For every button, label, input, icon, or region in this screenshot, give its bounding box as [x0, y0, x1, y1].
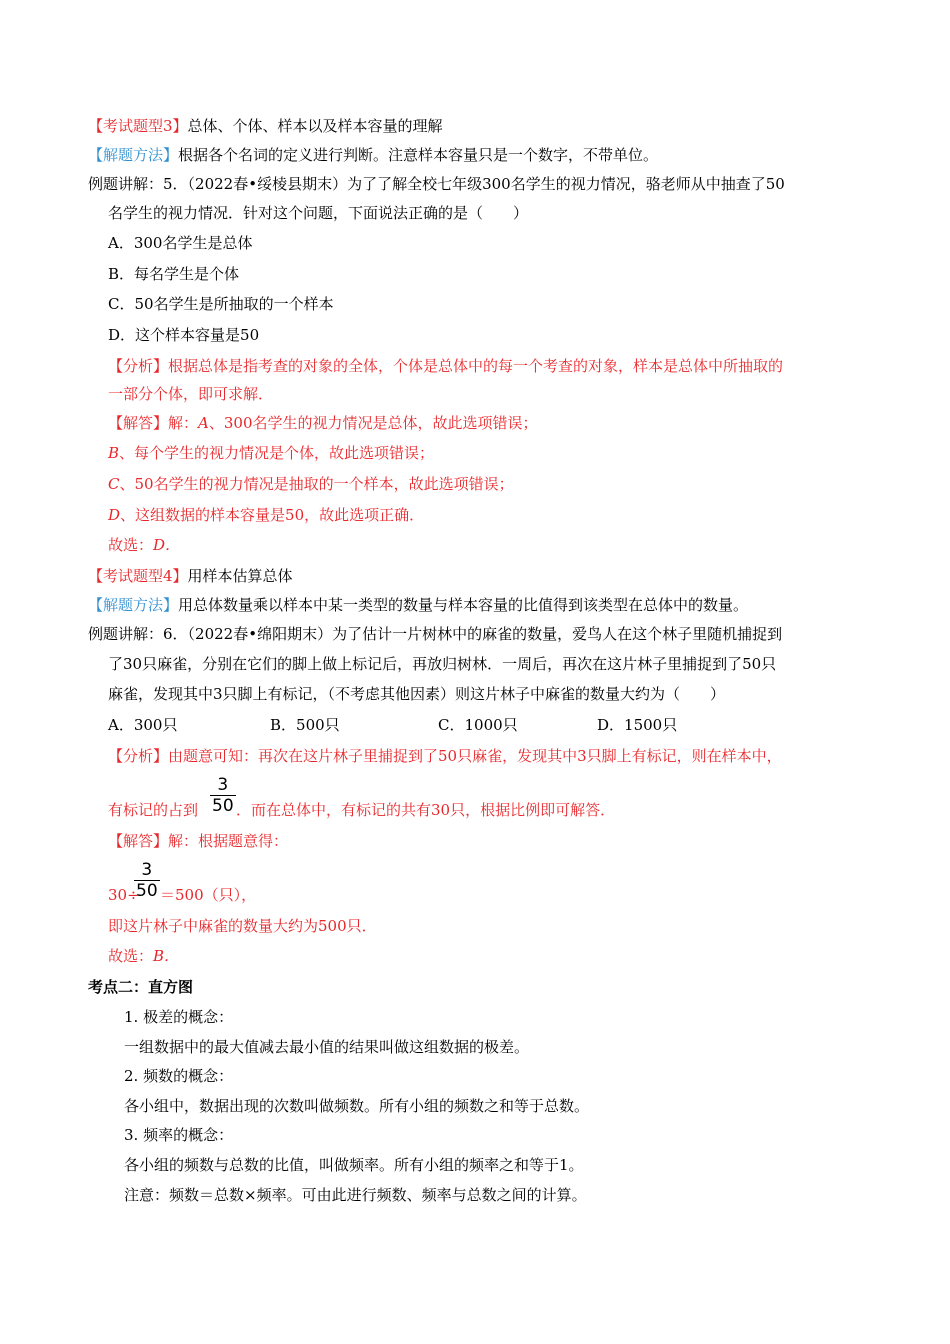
- type4-title: 用样本估算总体: [187, 567, 293, 585]
- ex5-choice-value: D．: [153, 536, 181, 554]
- ex5-analysis-tag: 【分析】: [108, 357, 169, 375]
- fraction-numerator: 3: [210, 775, 236, 796]
- section2-p1-title: 1. 极差的概念：: [124, 1008, 234, 1026]
- ex5-answer-b-text: 、每个学生的视力情况是个体，故此选项错误；: [119, 444, 435, 462]
- ex6-calc-pre: 30÷: [108, 886, 140, 904]
- ex5-choice-label: 故选：: [108, 536, 154, 554]
- ex6-choice-label: 故选：: [108, 947, 154, 965]
- ex5-answer-line-a: [108, 413, 538, 433]
- ex6-analysis-text: 由题意可知：再次在这片林子里捕捉到了50只麻雀，发现其中3只脚上有标记，则在样本中，: [168, 747, 782, 765]
- ex5-answer-c-letter: C: [108, 475, 120, 493]
- ex5-question-line1: 例题讲解：5．（2022春•绥棱县期末）为了了解全校七年级300名学生的视力情况，骆老师从中抽查了50: [88, 175, 785, 193]
- ex6-analysis-line2-post: ．而在总体中，有标记的共有30只，根据比例即可解答．: [236, 801, 616, 819]
- section2-p2-text: 各小组中，数据出现的次数叫做频数。所有小组的频数之和等于总数。: [124, 1097, 590, 1115]
- ex5-option-c: C．50名学生是所抽取的一个样本: [108, 295, 334, 313]
- section2-p1-text: 一组数据中的最大值减去最小值的结果叫做这组数据的极差。: [124, 1038, 530, 1056]
- method4-tag: 【解题方法】: [88, 596, 179, 614]
- section2-note: 注意：频数＝总数×频率。可由此进行频数、频率与总数之间的计算。: [124, 1186, 587, 1204]
- fraction-denominator: 50: [136, 881, 158, 901]
- ex5-question-line2: 名学生的视力情况．针对这个问题，下面说法正确的是（ ）: [108, 204, 529, 222]
- ex5-option-b: B．每名学生是个体: [108, 265, 240, 283]
- ex6-option-a: A．300只: [108, 716, 178, 734]
- ex5-answer-a-letter: A: [198, 414, 209, 432]
- ex6-conclusion: 即这片林子中麻雀的数量大约为500只．: [108, 917, 377, 935]
- ex5-answer-c-text: 、50名学生的视力情况是抽取的一个样本，故此选项错误；: [119, 475, 514, 493]
- fraction-denominator: 50: [212, 796, 234, 816]
- ex5-analysis-line2: 一部分个体，即可求解．: [108, 385, 274, 403]
- section2-p3-text: 各小组的频数与总数的比值，叫做频率。所有小组的频率之和等于1。: [124, 1156, 584, 1174]
- ex5-analysis-line1: [108, 356, 783, 376]
- ex6-answer-tag: 【解答】: [108, 832, 169, 850]
- ex6-analysis-line2-pre: 有标记的占到: [108, 801, 199, 819]
- ex6-answer-line: [108, 831, 288, 851]
- ex6-calc-post: ＝500（只），: [160, 886, 257, 904]
- method4-line: [88, 595, 748, 615]
- type3-title: 总体、个体、样本以及样本容量的理解: [187, 117, 443, 135]
- ex5-answer-a-text: 、300名学生的视力情况是总体，故此选项错误；: [208, 414, 538, 432]
- method3-line: [88, 145, 658, 165]
- section2-p2-title: 2. 频数的概念：: [124, 1067, 234, 1085]
- ex5-answer-tag: 【解答】: [108, 414, 169, 432]
- type4-tag: 【考试题型4】: [88, 567, 188, 585]
- section2-p3-title: 3. 频率的概念：: [124, 1126, 234, 1144]
- ex5-answer-line-b: [108, 443, 434, 463]
- method4-text: 用总体数量乘以样本中某一类型的数量与样本容量的比值得到该类型在总体中的数量。: [178, 596, 749, 614]
- ex5-analysis-text: 根据总体是指考查的对象的全体，个体是总体中的每一个考查的对象，样本是总体中所抽取的: [168, 357, 784, 375]
- ex5-answer-line-d: [108, 505, 424, 525]
- ex6-option-d: D．1500只: [597, 716, 678, 734]
- fraction-3-over-50: [210, 775, 236, 816]
- ex5-choice-line: [108, 535, 180, 555]
- ex6-option-b: B．500只: [270, 716, 340, 734]
- ex6-answer-prefix: 解：根据题意得：: [168, 832, 289, 850]
- ex6-question-line1: 例题讲解：6．（2022春•绵阳期末）为了估计一片树林中的麻雀的数量，爱鸟人在这个林子里随机捕捉到: [88, 625, 783, 643]
- ex5-answer-b-letter: B: [108, 444, 120, 462]
- ex6-question-line3: 麻雀，发现其中3只脚上有标记，（不考虑其他因素）则这片林子中麻雀的数量大约为（ ）: [108, 685, 726, 703]
- ex6-choice-value: B．: [153, 947, 180, 965]
- ex6-question-line2: 了30只麻雀，分别在它们的脚上做上标记后，再放归树林．一周后，再次在这片林子里捕捉到了50只: [108, 655, 777, 673]
- ex5-answer-d-letter: D: [108, 506, 121, 524]
- fraction-numerator: 3: [134, 860, 160, 881]
- type4-heading: [88, 566, 293, 586]
- type3-tag: 【考试题型3】: [88, 117, 188, 135]
- ex5-option-d: D．这个样本容量是50: [108, 326, 260, 344]
- section2-heading: 考点二：直方图: [88, 978, 194, 996]
- ex6-choice-line: [108, 946, 179, 966]
- method3-tag: 【解题方法】: [88, 146, 179, 164]
- method3-text: 根据各个名词的定义进行判断。注意样本容量只是一个数字，不带单位。: [178, 146, 659, 164]
- ex6-analysis-tag: 【分析】: [108, 747, 169, 765]
- ex5-answer-line-c: [108, 474, 514, 494]
- type3-heading: [88, 116, 443, 136]
- ex5-answer-d-text: 、这组数据的样本容量是50，故此选项正确．: [120, 506, 425, 524]
- ex5-answer-prefix: 解：: [168, 414, 199, 432]
- ex5-option-a: A．300名学生是总体: [108, 234, 253, 252]
- ex6-option-c: C．1000只: [438, 716, 518, 734]
- ex6-analysis-line1: [108, 746, 782, 766]
